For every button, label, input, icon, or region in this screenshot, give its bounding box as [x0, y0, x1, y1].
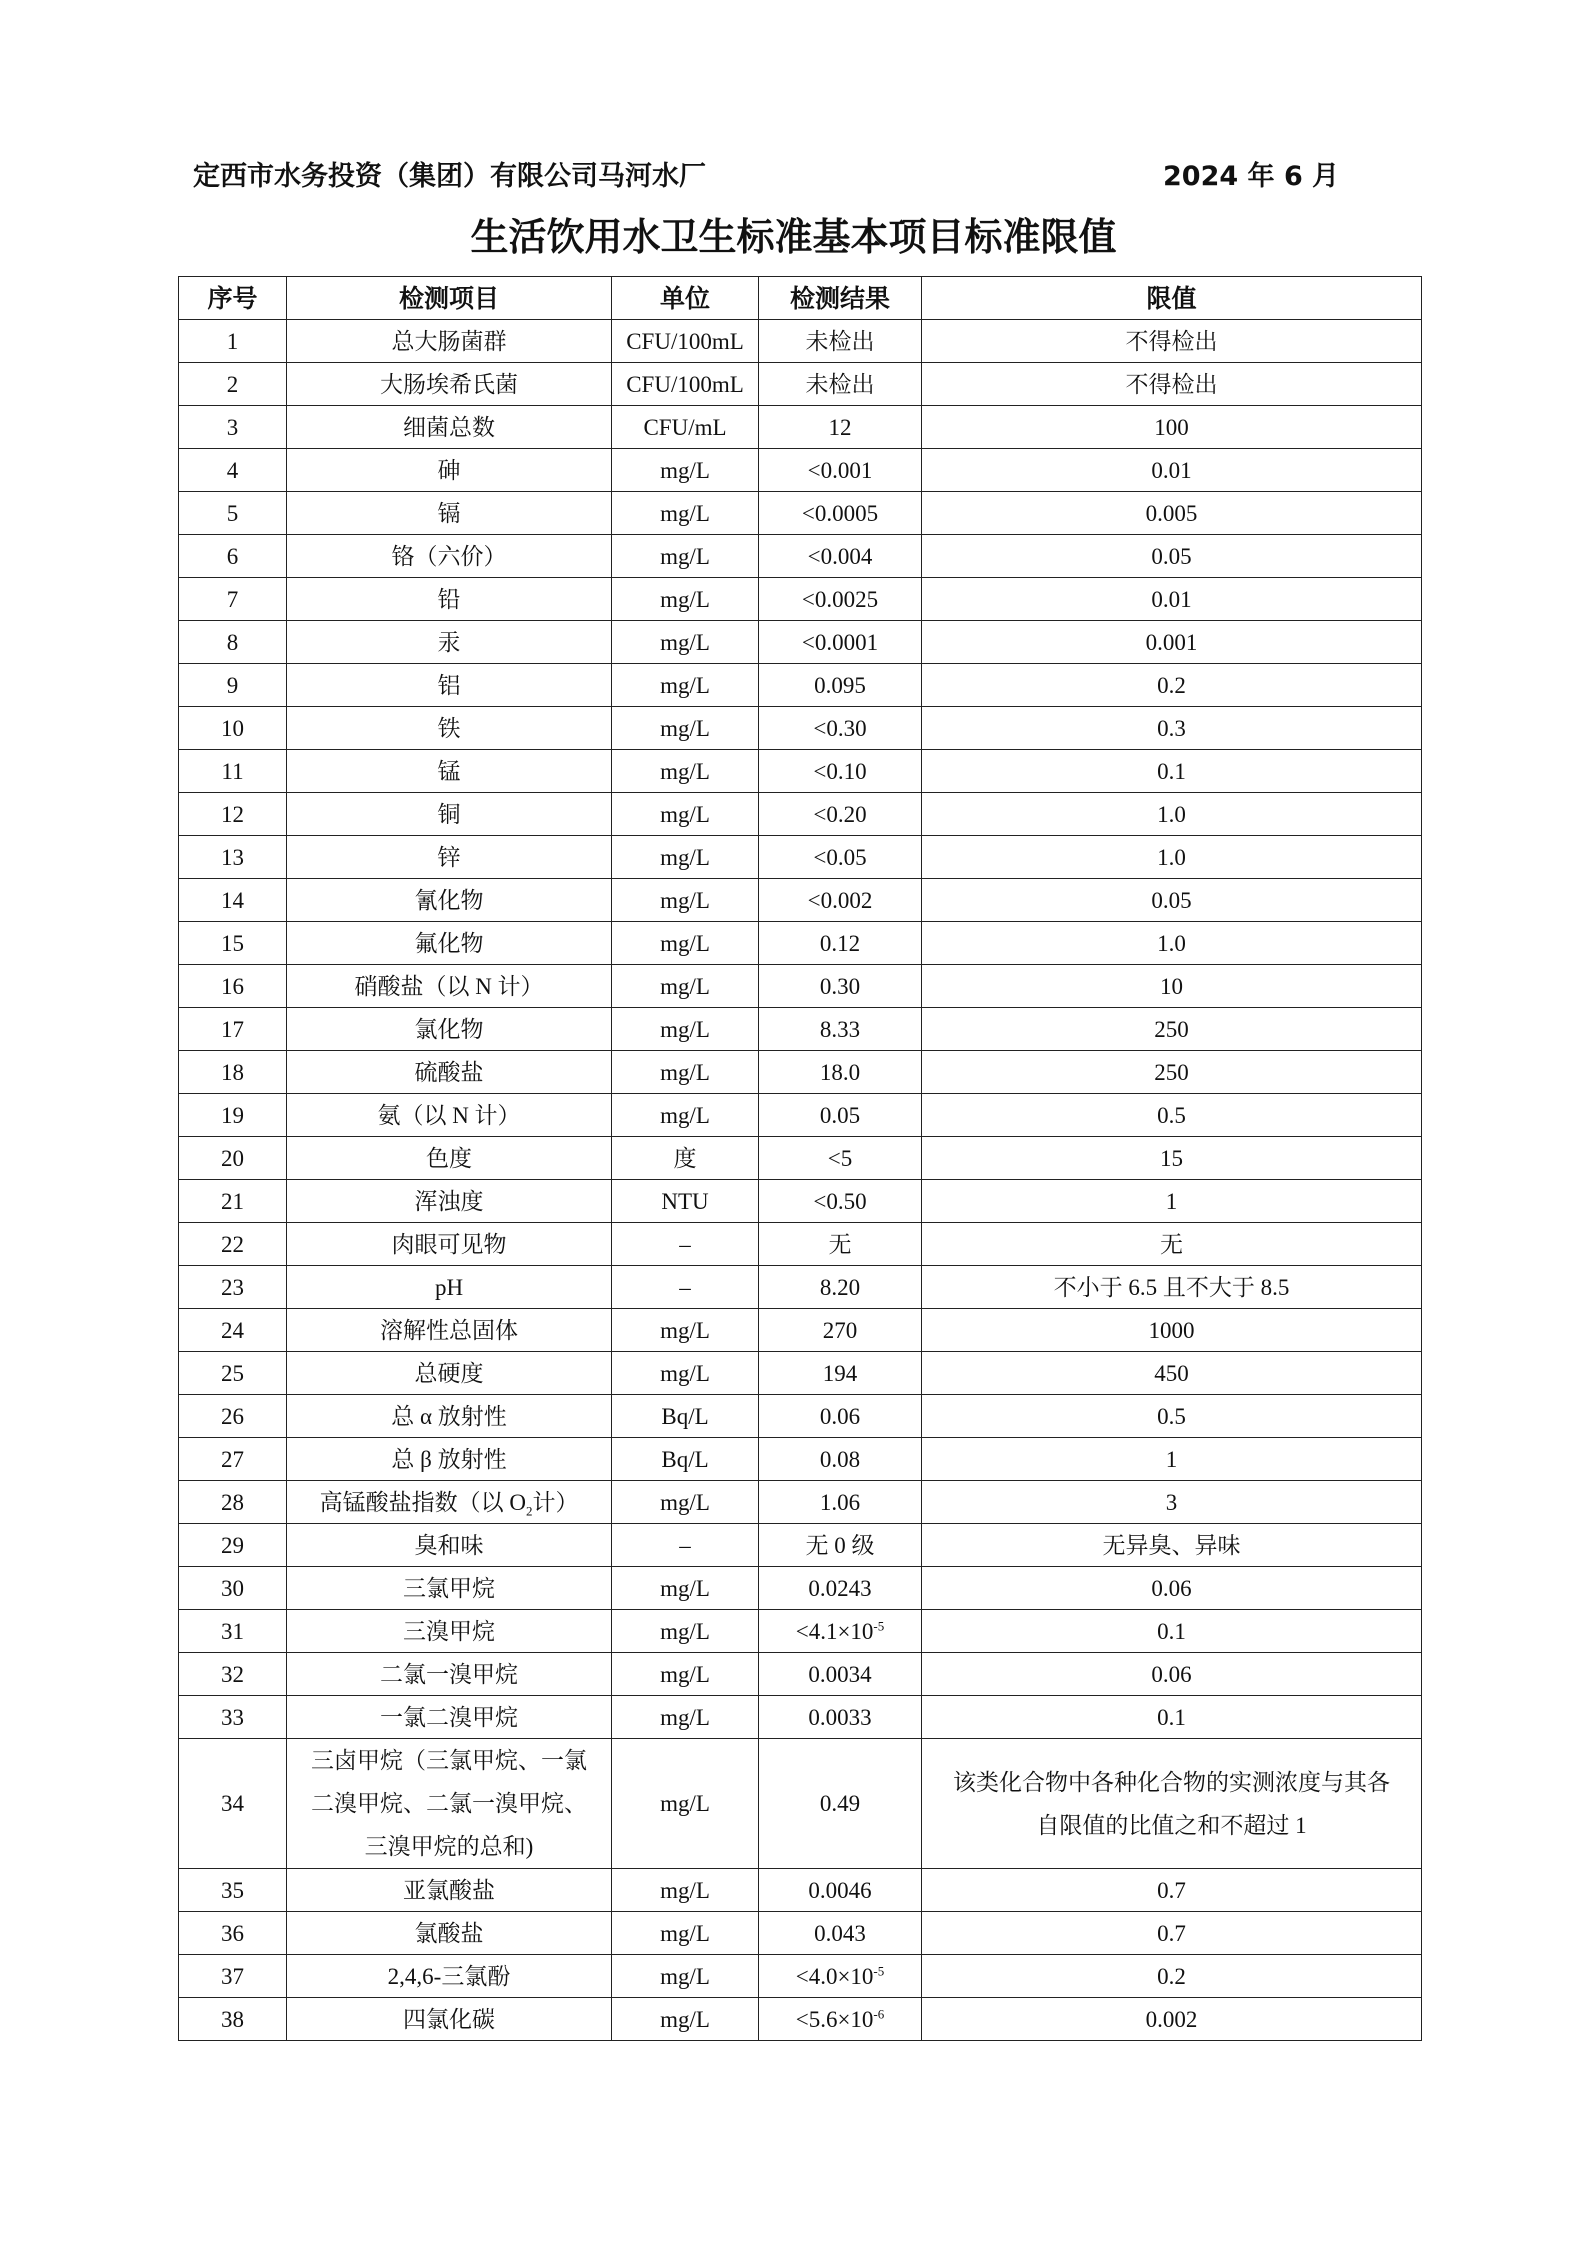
cell-item: 二氯一溴甲烷 [287, 1653, 612, 1696]
cell-limit [922, 1739, 1422, 1869]
cell-no: 6 [179, 535, 287, 578]
table-row [179, 1739, 1422, 1869]
cell-item-line: 三卤甲烷（三氯甲烷、一氯 [311, 1748, 587, 1773]
table-row [179, 1998, 1422, 2041]
cell-limit: 0.3 [922, 707, 1422, 750]
cell-no: 3 [179, 406, 287, 449]
table-row [179, 1653, 1422, 1696]
cell-result: <0.0005 [759, 492, 922, 535]
cell-unit: mg/L [612, 879, 759, 922]
table-row [179, 1912, 1422, 1955]
cell-result: 270 [759, 1309, 922, 1352]
cell-no: 17 [179, 1008, 287, 1051]
cell-result-exponent: -5 [873, 1617, 885, 1633]
organization-name: 定西市水务投资（集团）有限公司马河水厂 [193, 161, 706, 192]
cell-limit: 3 [922, 1481, 1422, 1524]
cell-unit: mg/L [612, 793, 759, 836]
cell-limit: 0.5 [922, 1094, 1422, 1137]
cell-no: 13 [179, 836, 287, 879]
column-header-unit: 单位 [612, 277, 759, 320]
cell-limit: 0.1 [922, 1610, 1422, 1653]
table-row [179, 1266, 1422, 1309]
table-body [179, 320, 1422, 2041]
cell-result: 未检出 [759, 320, 922, 363]
table-row [179, 922, 1422, 965]
table-row [179, 1955, 1422, 1998]
cell-result: <0.0001 [759, 621, 922, 664]
cell-no: 34 [179, 1739, 287, 1869]
cell-unit: mg/L [612, 1008, 759, 1051]
cell-item: 氨（以 N 计） [287, 1094, 612, 1137]
cell-unit: mg/L [612, 578, 759, 621]
cell-result: <0.004 [759, 535, 922, 578]
cell-unit: mg/L [612, 1610, 759, 1653]
cell-result: 未检出 [759, 363, 922, 406]
cell-unit: – [612, 1266, 759, 1309]
cell-unit: mg/L [612, 1955, 759, 1998]
cell-no: 18 [179, 1051, 287, 1094]
cell-item: 铜 [287, 793, 612, 836]
table-row [179, 320, 1422, 363]
cell-no: 2 [179, 363, 287, 406]
cell-limit: 10 [922, 965, 1422, 1008]
cell-result [759, 1610, 922, 1653]
table-row [179, 492, 1422, 535]
column-header-no: 序号 [179, 277, 287, 320]
cell-result-base: <4.1×10 [795, 1618, 874, 1644]
cell-limit: 1 [922, 1438, 1422, 1481]
cell-result: 0.0033 [759, 1696, 922, 1739]
cell-unit: mg/L [612, 1653, 759, 1696]
cell-no: 20 [179, 1137, 287, 1180]
cell-result: 0.0243 [759, 1567, 922, 1610]
cell-item: 一氯二溴甲烷 [287, 1696, 612, 1739]
cell-limit: 0.2 [922, 664, 1422, 707]
cell-result: 0.12 [759, 922, 922, 965]
cell-unit: mg/L [612, 535, 759, 578]
cell-no: 37 [179, 1955, 287, 1998]
cell-item-line: 三溴甲烷的总和) [364, 1834, 534, 1859]
cell-limit: 1 [922, 1180, 1422, 1223]
table-row [179, 449, 1422, 492]
cell-result: 0.0034 [759, 1653, 922, 1696]
cell-unit: mg/L [612, 1352, 759, 1395]
cell-item: 总硬度 [287, 1352, 612, 1395]
cell-no: 9 [179, 664, 287, 707]
report-date: 2024 年 6 月 [1163, 161, 1340, 192]
cell-result-base: <4.0×10 [795, 1963, 874, 1989]
table-row [179, 1008, 1422, 1051]
cell-no: 36 [179, 1912, 287, 1955]
cell-item: 汞 [287, 621, 612, 664]
cell-result: 0.49 [759, 1739, 922, 1869]
table-row [179, 1223, 1422, 1266]
cell-limit: 0.05 [922, 535, 1422, 578]
cell-limit-line: 该类化合物中各种化合物的实测浓度与其各 [953, 1769, 1390, 1795]
cell-unit: Bq/L [612, 1438, 759, 1481]
table-header-row [179, 277, 1422, 320]
cell-item: 氟化物 [287, 922, 612, 965]
table-row [179, 1137, 1422, 1180]
cell-no: 16 [179, 965, 287, 1008]
standards-table [178, 276, 1422, 2041]
cell-no: 38 [179, 1998, 287, 2041]
cell-no: 1 [179, 320, 287, 363]
cell-result: <0.20 [759, 793, 922, 836]
cell-unit: mg/L [612, 664, 759, 707]
cell-unit: – [612, 1524, 759, 1567]
cell-item: 总 β 放射性 [287, 1438, 612, 1481]
cell-unit: mg/L [612, 1481, 759, 1524]
cell-result: 无 [759, 1223, 922, 1266]
cell-no: 32 [179, 1653, 287, 1696]
cell-item: 色度 [287, 1137, 612, 1180]
cell-limit: 1.0 [922, 922, 1422, 965]
table-row [179, 707, 1422, 750]
cell-unit: mg/L [612, 1869, 759, 1912]
cell-no: 27 [179, 1438, 287, 1481]
table-row [179, 1180, 1422, 1223]
cell-unit: Bq/L [612, 1395, 759, 1438]
cell-item: 三氯甲烷 [287, 1567, 612, 1610]
cell-no: 4 [179, 449, 287, 492]
cell-unit: mg/L [612, 750, 759, 793]
cell-no: 14 [179, 879, 287, 922]
cell-no: 10 [179, 707, 287, 750]
cell-result: <0.0025 [759, 578, 922, 621]
cell-item: 浑浊度 [287, 1180, 612, 1223]
column-header-limit: 限值 [922, 277, 1422, 320]
cell-result: 0.095 [759, 664, 922, 707]
cell-no: 15 [179, 922, 287, 965]
cell-result: 无 0 级 [759, 1524, 922, 1567]
cell-unit: mg/L [612, 1567, 759, 1610]
cell-unit: CFU/mL [612, 406, 759, 449]
cell-unit: mg/L [612, 1696, 759, 1739]
cell-result: <0.50 [759, 1180, 922, 1223]
cell-result: 8.33 [759, 1008, 922, 1051]
cell-no: 7 [179, 578, 287, 621]
cell-unit: mg/L [612, 1309, 759, 1352]
cell-item: 总 α 放射性 [287, 1395, 612, 1438]
cell-item: 溶解性总固体 [287, 1309, 612, 1352]
cell-unit: mg/L [612, 836, 759, 879]
table-row [179, 1524, 1422, 1567]
cell-limit: 0.1 [922, 750, 1422, 793]
cell-limit: 0.01 [922, 578, 1422, 621]
cell-limit: 450 [922, 1352, 1422, 1395]
cell-unit: NTU [612, 1180, 759, 1223]
table-row [179, 836, 1422, 879]
table-row [179, 1610, 1422, 1653]
cell-unit: mg/L [612, 492, 759, 535]
cell-result: 0.05 [759, 1094, 922, 1137]
cell-unit: mg/L [612, 1094, 759, 1137]
cell-limit: 不得检出 [922, 363, 1422, 406]
cell-limit: 0.7 [922, 1869, 1422, 1912]
cell-item: 大肠埃希氏菌 [287, 363, 612, 406]
cell-limit: 0.06 [922, 1567, 1422, 1610]
cell-limit: 1.0 [922, 793, 1422, 836]
cell-result: 0.06 [759, 1395, 922, 1438]
cell-result: <0.05 [759, 836, 922, 879]
cell-no: 25 [179, 1352, 287, 1395]
cell-limit: 0.002 [922, 1998, 1422, 2041]
cell-item-subscript: 2 [525, 1503, 533, 1519]
cell-limit: 1.0 [922, 836, 1422, 879]
cell-limit: 0.1 [922, 1696, 1422, 1739]
cell-item: 2,4,6-三氯酚 [287, 1955, 612, 1998]
cell-limit: 15 [922, 1137, 1422, 1180]
cell-limit: 0.7 [922, 1912, 1422, 1955]
cell-limit: 0.2 [922, 1955, 1422, 1998]
cell-unit: – [612, 1223, 759, 1266]
page-title: 生活饮用水卫生标准基本项目标准限值 [470, 215, 1117, 259]
cell-unit: mg/L [612, 449, 759, 492]
cell-item: 臭和味 [287, 1524, 612, 1567]
cell-limit: 0.01 [922, 449, 1422, 492]
table-row [179, 1869, 1422, 1912]
cell-item: 四氯化碳 [287, 1998, 612, 2041]
cell-item: 锰 [287, 750, 612, 793]
table-row [179, 1567, 1422, 1610]
table-row [179, 793, 1422, 836]
cell-no: 12 [179, 793, 287, 836]
cell-limit: 不得检出 [922, 320, 1422, 363]
cell-result: 194 [759, 1352, 922, 1395]
cell-limit: 100 [922, 406, 1422, 449]
cell-no: 28 [179, 1481, 287, 1524]
cell-item: 细菌总数 [287, 406, 612, 449]
cell-no: 19 [179, 1094, 287, 1137]
table-row [179, 1438, 1422, 1481]
cell-result [759, 1955, 922, 1998]
cell-result: 0.043 [759, 1912, 922, 1955]
cell-item: 砷 [287, 449, 612, 492]
cell-limit: 0.05 [922, 879, 1422, 922]
cell-no: 5 [179, 492, 287, 535]
cell-no: 35 [179, 1869, 287, 1912]
cell-limit: 0.005 [922, 492, 1422, 535]
cell-unit: mg/L [612, 922, 759, 965]
table-row [179, 406, 1422, 449]
cell-limit: 0.06 [922, 1653, 1422, 1696]
cell-item: 亚氯酸盐 [287, 1869, 612, 1912]
cell-item: 铁 [287, 707, 612, 750]
cell-item: 硫酸盐 [287, 1051, 612, 1094]
cell-limit: 不小于 6.5 且不大于 8.5 [922, 1266, 1422, 1309]
cell-limit: 1000 [922, 1309, 1422, 1352]
cell-item-line: 二溴甲烷、二氯一溴甲烷、 [311, 1791, 587, 1816]
cell-item: 氯化物 [287, 1008, 612, 1051]
cell-unit: mg/L [612, 1912, 759, 1955]
table-row [179, 621, 1422, 664]
cell-item: 铝 [287, 664, 612, 707]
cell-limit: 0.5 [922, 1395, 1422, 1438]
cell-result: <0.001 [759, 449, 922, 492]
table-row [179, 535, 1422, 578]
cell-no: 22 [179, 1223, 287, 1266]
cell-no: 26 [179, 1395, 287, 1438]
table-row [179, 1352, 1422, 1395]
cell-unit: mg/L [612, 965, 759, 1008]
cell-result: 18.0 [759, 1051, 922, 1094]
cell-result: <5 [759, 1137, 922, 1180]
table-row [179, 363, 1422, 406]
cell-limit: 无异臭、异味 [922, 1524, 1422, 1567]
table-row [179, 578, 1422, 621]
cell-result-exponent: -6 [873, 2005, 885, 2021]
table-row [179, 664, 1422, 707]
cell-result: <0.30 [759, 707, 922, 750]
cell-result: <0.002 [759, 879, 922, 922]
cell-unit: mg/L [612, 707, 759, 750]
cell-limit: 无 [922, 1223, 1422, 1266]
cell-no: 29 [179, 1524, 287, 1567]
cell-item [287, 1481, 612, 1524]
cell-no: 31 [179, 1610, 287, 1653]
cell-no: 24 [179, 1309, 287, 1352]
cell-no: 23 [179, 1266, 287, 1309]
cell-result: 8.20 [759, 1266, 922, 1309]
column-header-result: 检测结果 [759, 277, 922, 320]
cell-limit: 250 [922, 1008, 1422, 1051]
cell-result: 0.30 [759, 965, 922, 1008]
cell-result: 0.08 [759, 1438, 922, 1481]
cell-result-base: <5.6×10 [795, 2006, 874, 2032]
cell-limit-line: 自限值的比值之和不超过 1 [1036, 1812, 1307, 1838]
table-row [179, 1094, 1422, 1137]
cell-item: 铅 [287, 578, 612, 621]
cell-result: 1.06 [759, 1481, 922, 1524]
cell-unit: CFU/100mL [612, 363, 759, 406]
column-header-item: 检测项目 [287, 277, 612, 320]
table-row [179, 1309, 1422, 1352]
cell-item: 硝酸盐（以 N 计） [287, 965, 612, 1008]
cell-result: 12 [759, 406, 922, 449]
cell-item: 肉眼可见物 [287, 1223, 612, 1266]
cell-item-text: 高锰酸盐指数（以 O [319, 1489, 526, 1515]
cell-result-exponent: -5 [873, 1962, 885, 1978]
cell-unit: mg/L [612, 1998, 759, 2041]
cell-item-text: 计） [532, 1489, 579, 1515]
cell-no: 21 [179, 1180, 287, 1223]
cell-result: 0.0046 [759, 1869, 922, 1912]
table-row [179, 879, 1422, 922]
cell-result [759, 1998, 922, 2041]
cell-item: 氰化物 [287, 879, 612, 922]
cell-unit: mg/L [612, 1051, 759, 1094]
cell-limit: 0.001 [922, 621, 1422, 664]
cell-no: 11 [179, 750, 287, 793]
table-row [179, 1481, 1422, 1524]
cell-limit: 250 [922, 1051, 1422, 1094]
cell-result: <0.10 [759, 750, 922, 793]
cell-unit: mg/L [612, 1739, 759, 1869]
cell-no: 33 [179, 1696, 287, 1739]
cell-no: 30 [179, 1567, 287, 1610]
table-row [179, 1051, 1422, 1094]
cell-item: 总大肠菌群 [287, 320, 612, 363]
cell-item [287, 1739, 612, 1869]
cell-item: 氯酸盐 [287, 1912, 612, 1955]
cell-item: 三溴甲烷 [287, 1610, 612, 1653]
cell-unit: CFU/100mL [612, 320, 759, 363]
cell-item: 镉 [287, 492, 612, 535]
cell-item: 锌 [287, 836, 612, 879]
cell-item: 铬（六价） [287, 535, 612, 578]
table-row [179, 1395, 1422, 1438]
table-row [179, 1696, 1422, 1739]
table-row [179, 750, 1422, 793]
cell-item: pH [287, 1266, 612, 1309]
cell-no: 8 [179, 621, 287, 664]
cell-unit: mg/L [612, 621, 759, 664]
table-row [179, 965, 1422, 1008]
cell-unit: 度 [612, 1137, 759, 1180]
